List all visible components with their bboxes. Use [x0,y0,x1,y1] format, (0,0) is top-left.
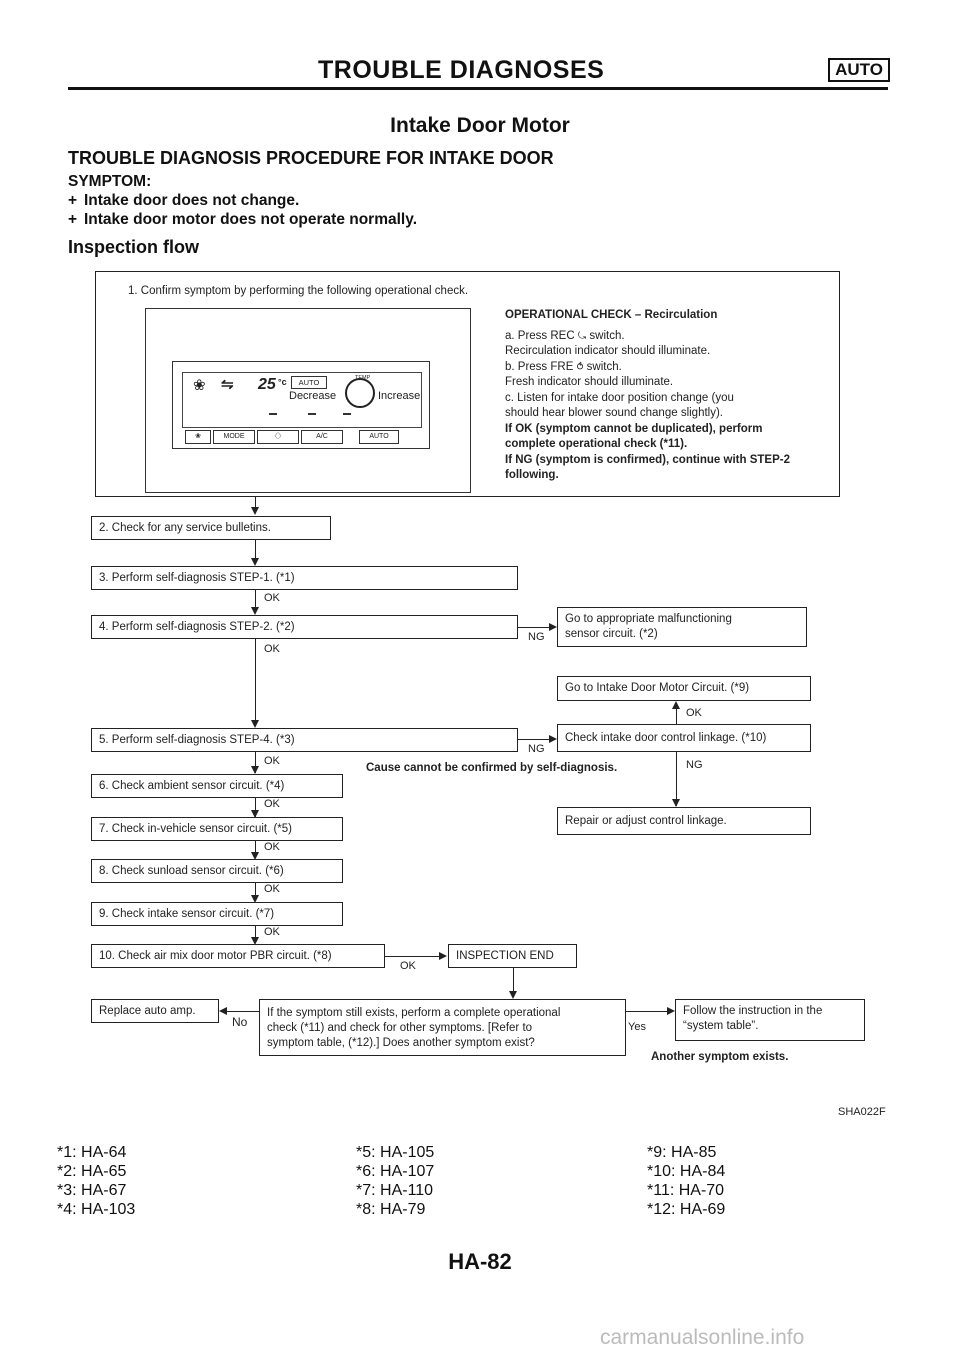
ok-label: OK [686,707,702,719]
arrow-right-icon [439,952,447,960]
flow-connector [255,639,256,721]
decrease-label: Decrease [289,390,337,402]
reference-column-1: *1: HA-64 *2: HA-65 *3: HA-67 *4: HA-103 [57,1144,136,1218]
ok-label: OK [264,883,280,895]
reference-column-3: *9: HA-85 *10: HA-84 *11: HA-70 *12: HA-69 [647,1144,726,1218]
step-1-box [95,271,840,497]
ng-label: NG [686,759,703,771]
arrow-down-icon [251,507,259,515]
step-6-box: 6. Check ambient sensor circuit. (*4) [91,774,343,798]
defrost-button: 〈〉 [257,430,299,444]
goto-sensor-box: Go to appropriate malfunctioning sensor circuit. (*2) [557,607,807,647]
check-linkage-box: Check intake door control linkage. (*10) [557,724,811,752]
ng-label: NG [528,743,545,755]
follow-system-table-box: Follow the instruction in the “system table”. [675,999,865,1041]
page-header-title: TROUBLE DIAGNOSES [318,56,605,84]
flow-connector [676,707,677,724]
arrow-down-icon [251,766,259,774]
inspection-end-box: INSPECTION END [448,944,577,968]
reference-column-2: *5: HA-105 *6: HA-107 *7: HA-110 *8: HA-79 [356,1144,435,1218]
arrow-down-icon [251,558,259,566]
step-10-box: 10. Check air mix door motor PBR circuit. (*8) [91,944,385,968]
ok-label: OK [264,841,280,853]
figure-code: SHA022F [838,1106,886,1118]
bullet-icon: + [68,211,78,228]
step-9-box: 9. Check intake sensor circuit. (*7) [91,902,343,926]
step-7-box: 7. Check in-vehicle sensor circuit. (*5) [91,817,343,841]
symptom-item: + Intake door does not change. [68,192,300,209]
symptom-block [68,172,417,229]
ng-label: NG [528,631,545,643]
arrow-down-icon [672,799,680,807]
inspection-flow-title: Inspection flow [68,237,200,257]
goto-intake-motor-box: Go to Intake Door Motor Circuit. (*9) [557,676,811,701]
symptom-item: + Intake door motor does not operate normally. [68,211,418,228]
procedure-title: TROUBLE DIAGNOSIS PROCEDURE FOR INTAKE DOOR [68,148,554,168]
yes-label: Yes [628,1021,646,1033]
operational-check-text: OPERATIONAL CHECK – Recirculation a. Press REC ⤿ switch. Recirculation indicator should illuminate. b. Press FRE ⥀ switch. Fresh indicator should illuminate. c. Listen for intake door position change (you should hear blower sound change slightly). If OK (symptom cannot be duplicated), perform complete operational check (*11). If NG (symptom is confirmed), continue with STEP-2 following. [505,309,790,481]
arrow-right-icon [549,623,557,631]
no-label: No [232,1015,248,1029]
ok-label: OK [264,592,280,604]
flow-connector [255,540,256,559]
arrow-down-icon [251,607,259,615]
replace-auto-amp-box: Replace auto amp. [91,999,219,1023]
temp-knob [345,378,375,408]
fre-switch-icon: ⥀ [576,361,584,373]
auto-button: AUTO [359,430,399,444]
ac-button: A/C [301,430,343,444]
section-title: Intake Door Motor [390,114,570,137]
step-8-box: 8. Check sunload sensor circuit. (*6) [91,859,343,883]
ac-control-panel [172,361,430,449]
flow-connector [226,1011,259,1012]
flow-connector [518,627,550,628]
symptom-label: SYMPTOM: [68,173,152,190]
cause-note: Cause cannot be confirmed by self-diagnosis. [366,762,618,774]
flow-connector [518,739,550,740]
watermark: carmanualsonline.info [600,1326,805,1349]
panel-illustration-box [145,308,471,493]
increase-label: Increase [378,390,421,402]
ok-label: OK [264,798,280,810]
arrow-right-icon [667,1007,675,1015]
arrow-down-icon [251,720,259,728]
page-number: HA-82 [448,1249,512,1274]
another-symptom-note: Another symptom exists. [651,1051,789,1063]
temperature-value: 25 [258,376,276,393]
ok-label: OK [264,755,280,767]
indicator-led [343,413,351,415]
temperature-unit: °c [278,377,287,387]
step-1-text: 1. Confirm symptom by performing the following operational check. [128,285,469,297]
arrow-right-icon [549,735,557,743]
repair-linkage-box: Repair or adjust control linkage. [557,807,811,835]
header-rule [68,87,888,90]
indicator-led [308,413,316,415]
symptom-still-exists-box: If the symptom still exists, perform a complete operational check (*11) and check for other symptoms. [Refer to symptom table, (*12).] Does another symptom exist? [259,999,626,1056]
mode-button: MODE [213,430,255,444]
flow-connector [626,1011,668,1012]
indicator-led [269,413,277,415]
flow-connector [385,956,440,957]
ok-label: OK [400,960,416,972]
ok-label: OK [264,643,280,655]
auto-indicator: AUTO [291,376,327,389]
step-4-box: 4. Perform self-diagnosis STEP-2. (*2) [91,615,518,639]
flow-connector [255,590,256,608]
bullet-icon: + [68,192,78,209]
airflow-icon: ⇋ [221,376,234,393]
step-3-box: 3. Perform self-diagnosis STEP-1. (*1) [91,566,518,590]
arrow-down-icon [509,991,517,999]
temp-knob-label: TEMP [355,375,371,381]
auto-badge: AUTO [828,58,890,82]
panel-display [182,372,422,428]
ok-label: OK [264,926,280,938]
rec-switch-icon: ⤿ [577,330,587,342]
step-5-box: 5. Perform self-diagnosis STEP-4. (*3) [91,728,518,752]
fan-icon: ❀ [193,377,206,394]
fan-button: ❀ [185,430,211,444]
flow-connector [676,752,677,806]
arrow-left-icon [219,1007,227,1015]
arrow-up-icon [672,701,680,709]
step-2-box: 2. Check for any service bulletins. [91,516,331,540]
